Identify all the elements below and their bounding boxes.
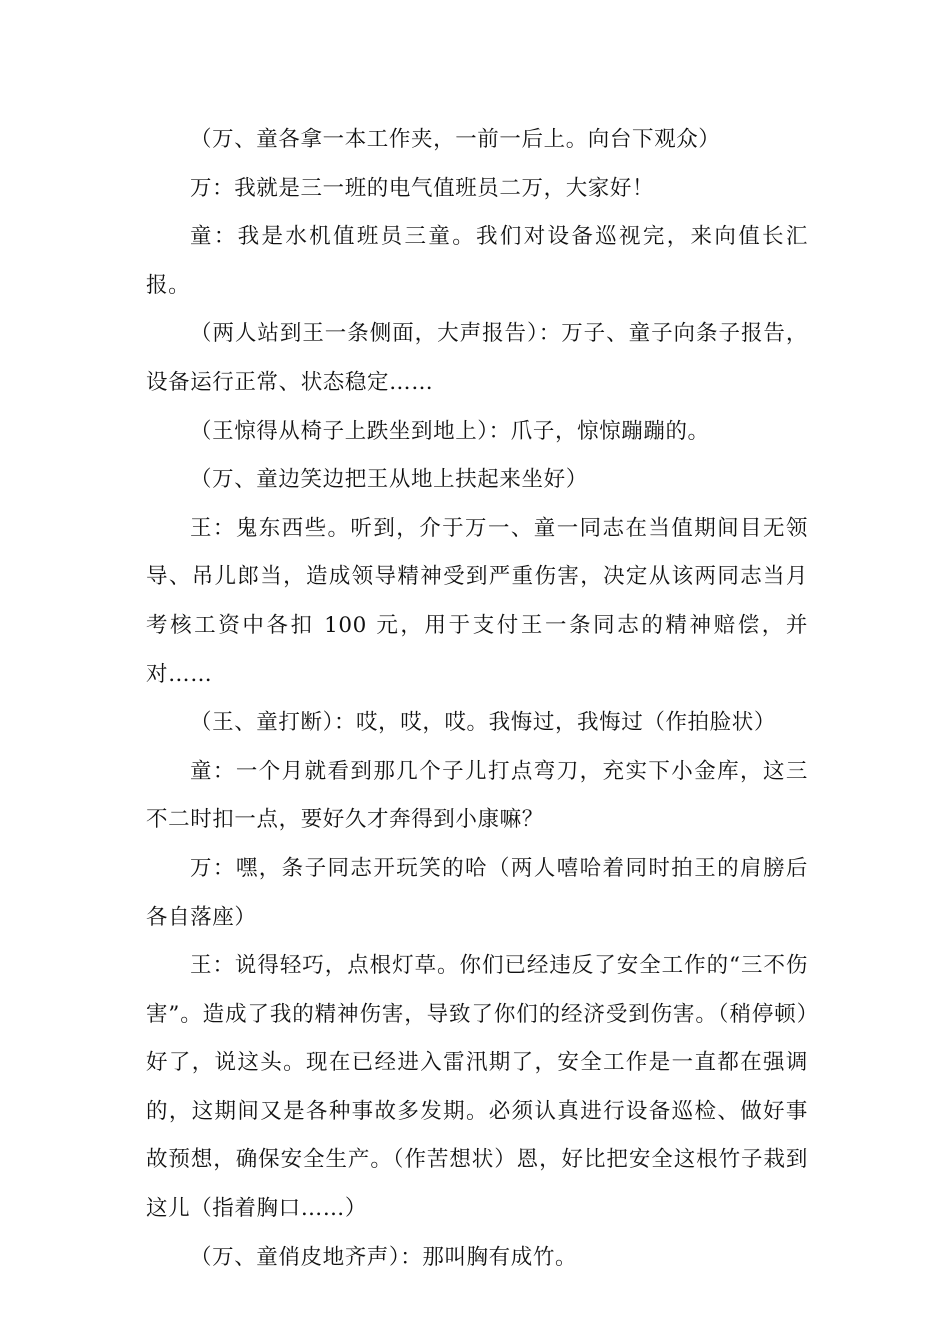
dialogue-tong-intro: 童：我是水机值班员三童。我们对设备巡视完，来向值长汇报。 <box>146 224 808 298</box>
script-text-body <box>146 116 808 1282</box>
stage-direction-report: （两人站到王一条侧面，大声报告）：万子、童子向条子报告，设备运行正常、状态稳定…… <box>146 321 808 395</box>
dialogue-wang-penalty: 王：鬼东西些。听到，介于万一、童一同志在当值期间目无领导、吊儿郎当，造成领导精神受到严重伤害，决定从该两同志当月考核工资中各扣 100 元，用于支付王一条同志的精神赔偿，并对…… <box>146 515 808 687</box>
stage-direction-entrance: （万、童各拿一本工作夹，一前一后上。向台下观众） <box>190 127 721 152</box>
dialogue-wang-safety: 王：说得轻巧，点根灯草。你们已经违反了安全工作的“三不伤害”。造成了我的精神伤害，导致了你们的经济受到伤害。（稍停顿）好了，说这头。现在已经进入雷汛期了，安全工作是一直都在强调的，这期间又是各种事故多发期。必须认真进行设备巡检、做好事故预想，确保安全生产。（作苦想状）恩，好比把安全这根竹子栽到这儿（指着胸口……） <box>146 953 808 1222</box>
dialogue-wan-intro: 万：我就是三一班的电气值班员二万，大家好！ <box>190 175 655 201</box>
stage-direction-wang-falls: （王惊得从椅子上跌坐到地上）：爪子，惊惊蹦蹦的。 <box>190 418 710 444</box>
stage-direction-help-up: （万、童边笑边把王从地上扶起来坐好） <box>190 467 588 493</box>
dialogue-wan-joke: 万：嘿，条子同志开玩笑的哈（两人嘻哈着同时拍王的肩膀后各自落座） <box>146 855 808 930</box>
stage-direction-punchline: （万、童俏皮地齐声）：那叫胸有成竹。 <box>190 1244 578 1270</box>
dialogue-tong-complaint: 童：一个月就看到那几个子儿打点弯刀，充实下小金库，这三不二时扣一点，要好久才奔得到小康嘛？ <box>146 758 808 833</box>
stage-direction-interrupt: （王、童打断）：哎，哎，哎。我悔过，我悔过（作拍脸状） <box>190 710 776 736</box>
